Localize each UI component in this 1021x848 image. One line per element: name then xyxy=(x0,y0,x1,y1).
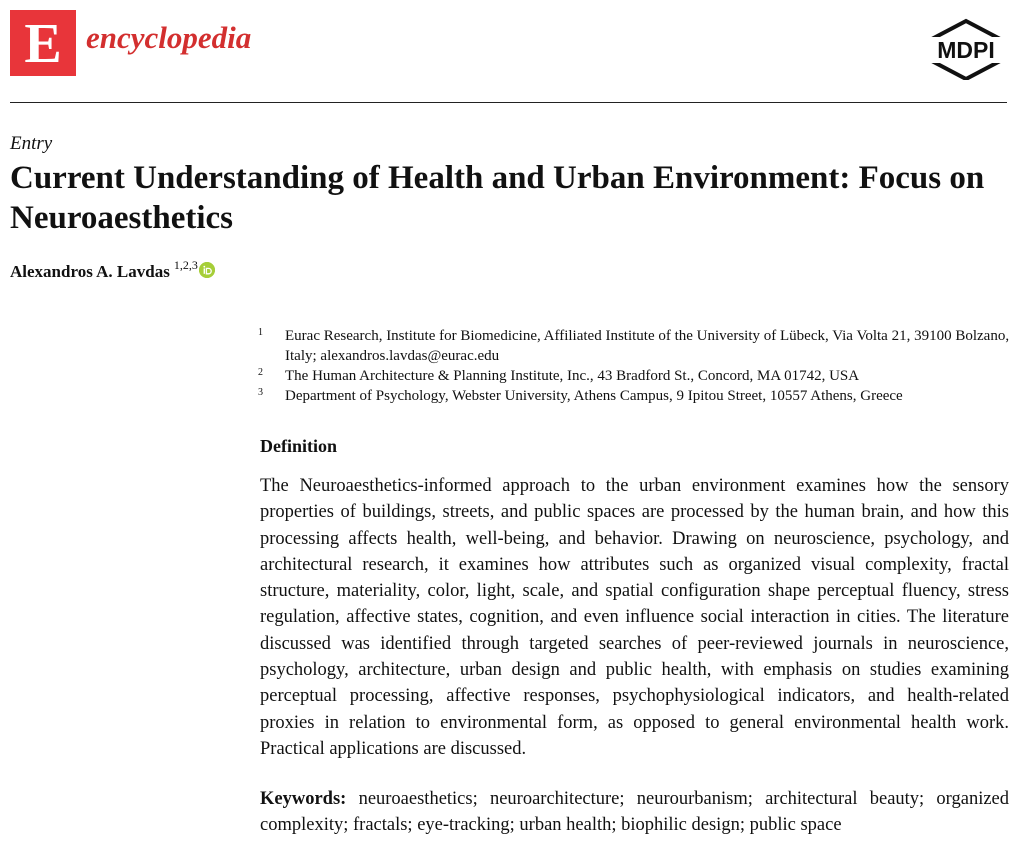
orcid-icon[interactable] xyxy=(199,262,215,278)
article-type: Entry xyxy=(10,133,53,154)
keywords-label: Keywords: xyxy=(260,789,347,809)
mdpi-logo-icon xyxy=(924,18,1008,80)
author-name: Alexandros A. Lavdas xyxy=(10,262,170,281)
mdpi-logo-text: MDPI xyxy=(937,37,995,63)
header-divider xyxy=(10,102,1007,103)
affiliation-text: The Human Architecture & Planning Institute, Inc., 43 Bradford St., Concord, MA 01742, USA xyxy=(285,368,860,384)
journal-logo-letter: E xyxy=(24,13,62,75)
affiliation-number: 1 xyxy=(258,327,263,338)
affiliation-number: 2 xyxy=(258,367,263,378)
definition-heading: Definition xyxy=(260,436,338,456)
affiliation-text: Department of Psychology, Webster University, Athens Campus, 9 Ipitou Street, 10557 Athens, Greece xyxy=(285,388,903,404)
definition-text: The Neuroaesthetics-informed approach to the urban environment examines how the sensory properties of buildings, streets, and public spaces are processed by the human brain, and how this processing affects health, well-being, and behavior. Drawing on neuroscience, psychology, and architectural research, it examines how attributes such as organized visual complexity, fractal structure, materiality, color, light, scale, and spatial configuration shape perceptual fluency, stress regulation, affective states, cognition, and even influence social interaction in cities. The literature discussed was identified through targeted searches of peer-reviewed journals in neuroscience, psychology, architecture, urban design and public health, with emphasis on studies examining perceptual processing, affective responses, psychophysiological indicators, and health-related proxies in relation to environmental form, as opposed to general environmental health work. Practical applications are discussed. xyxy=(260,476,1009,759)
affiliation-item xyxy=(258,326,1018,366)
affiliations-list xyxy=(258,326,1018,406)
affiliation-item xyxy=(258,366,1018,386)
keywords xyxy=(260,786,1009,839)
journal-name: encyclopedia xyxy=(86,20,252,55)
affiliation-item xyxy=(258,386,1018,406)
affiliation-text: Eurac Research, Institute for Biomedicine, Affiliated Institute of the University of Lübeck, Via Volta 21, 39100 Bolzano, Italy; alexandros.lavdas@eurac.edu xyxy=(285,328,1010,364)
keywords-text: neuroaesthetics; neuroarchitecture; neurourbanism; architectural beauty; organized complexity; fractals; eye-tracking; urban health; biophilic design; public space xyxy=(260,789,1010,836)
author-line xyxy=(10,258,215,282)
author-affiliation-marks: 1,2,3 xyxy=(173,258,198,272)
article-title: Current Understanding of Health and Urban Environment: Focus on Neuroaesthetics xyxy=(10,160,985,236)
journal-logo xyxy=(10,10,76,76)
affiliation-number: 3 xyxy=(258,387,263,398)
